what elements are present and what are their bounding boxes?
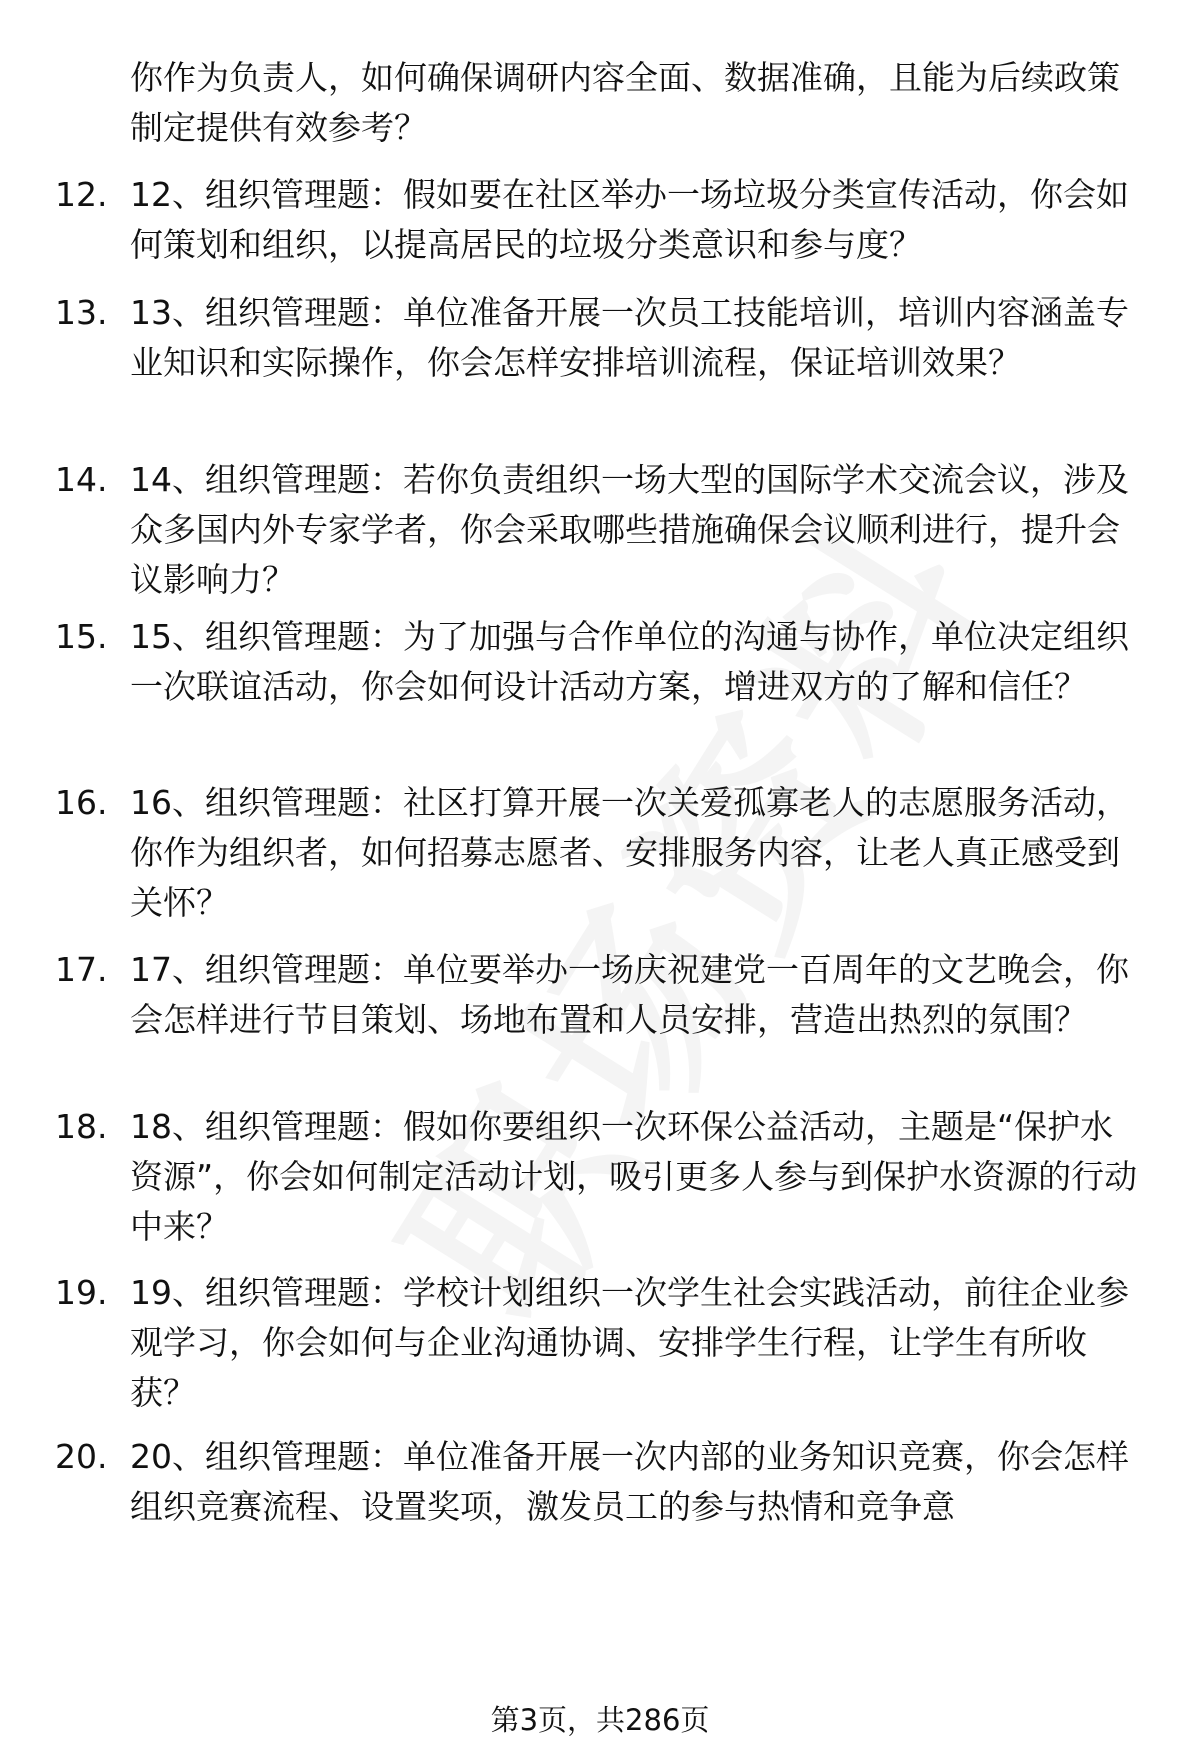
item-number: 14. bbox=[55, 460, 108, 499]
item-number: 16. bbox=[55, 783, 108, 822]
item-text: 20、组织管理题：单位准备开展一次内部的业务知识竞赛，你会怎样组织竞赛流程、设置奖项，激发员工的参与热情和竞争意 bbox=[130, 1437, 1129, 1526]
item-text: 你作为负责人，如何确保调研内容全面、数据准确，且能为后续政策制定提供有效参考？ bbox=[130, 58, 1120, 147]
item-text: 17、组织管理题：单位要举办一场庆祝建党一百周年的文艺晚会，你会怎样进行节目策划、场地布置和人员安排，营造出热烈的氛围？ bbox=[130, 950, 1129, 1039]
item-number: 17. bbox=[55, 950, 108, 989]
page-footer: 第3页，共286页 bbox=[490, 1703, 710, 1737]
item-number: 12. bbox=[55, 175, 108, 214]
item-text: 13、组织管理题：单位准备开展一次员工技能培训，培训内容涵盖专业知识和实际操作，你会怎样安排培训流程，保证培训效果？ bbox=[130, 293, 1129, 382]
item-text: 16、组织管理题：社区打算开展一次关爱孤寡老人的志愿服务活动，你作为组织者，如何招募志愿者、安排服务内容，让老人真正感受到关怀？ bbox=[130, 783, 1129, 922]
item-number: 20. bbox=[55, 1437, 108, 1476]
item-text: 15、组织管理题：为了加强与合作单位的沟通与协作，单位决定组织一次联谊活动，你会如何设计活动方案，增进双方的了解和信任？ bbox=[130, 617, 1129, 706]
item-text: 12、组织管理题：假如要在社区举办一场垃圾分类宣传活动，你会如何策划和组织，以提高居民的垃圾分类意识和参与度？ bbox=[130, 175, 1129, 264]
item-number: 15. bbox=[55, 617, 108, 656]
item-number: 18. bbox=[55, 1107, 108, 1146]
item-text: 19、组织管理题：学校计划组织一次学生社会实践活动，前往企业参观学习，你会如何与企业沟通协调、安排学生行程，让学生有所收获？ bbox=[130, 1273, 1129, 1412]
item-text: 18、组织管理题：假如你要组织一次环保公益活动，主题是“保护水资源”，你会如何制定活动计划，吸引更多人参与到保护水资源的行动中来？ bbox=[130, 1107, 1138, 1246]
item-text: 14、组织管理题：若你负责组织一场大型的国际学术交流会议，涉及众多国内外专家学者，你会采取哪些措施确保会议顺利进行，提升会议影响力？ bbox=[130, 460, 1129, 599]
item-number: 19. bbox=[55, 1273, 108, 1312]
item-number: 13. bbox=[55, 293, 108, 332]
